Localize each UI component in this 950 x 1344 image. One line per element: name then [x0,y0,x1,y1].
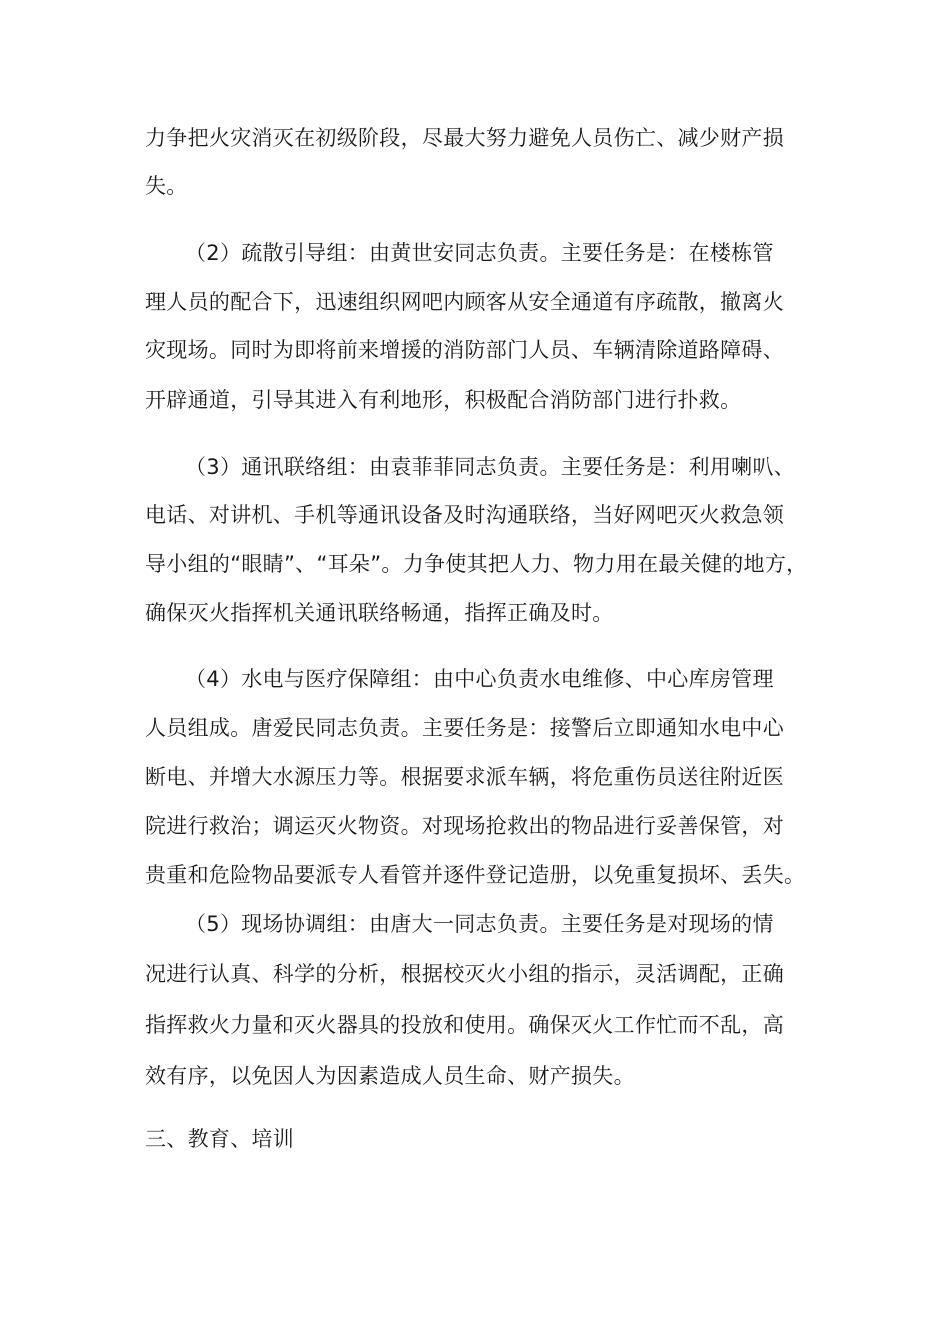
paragraph-line: 电话、对讲机、手机等通讯设备及时沟通联络，当好网吧灭火救急领 [145,503,784,527]
paragraph-line: 导小组的“眼睛”、“耳朵”。力争使其把人力、物力用在最关健的地方， [145,552,808,576]
paragraph-line: 开辟通道，引导其进入有利地形，积极配合消防部门进行扑救。 [145,388,742,412]
paragraph-line: 灾现场。同时为即将前来增援的消防部门人员、车辆清除道路障碍、 [145,338,784,362]
paragraph-line: 力争把火灾消灭在初级阶段，尽最大努力避免人员伤亡、减少财产损 [145,126,784,150]
paragraph-line: （5）现场协调组：由唐大一同志负责。主要任务是对现场的情 [185,912,774,936]
paragraph-line: 理人员的配合下，迅速组织网吧内顾客从安全通道有序疏散，撤离火 [145,290,784,314]
paragraph-line: （4）水电与医疗保障组：由中心负责水电维修、中心库房管理 [185,667,774,691]
paragraph-line: 况进行认真、科学的分析，根据校灭火小组的指示，灵活调配，正确 [145,962,784,986]
paragraph-line: （2）疏散引导组：由黄世安同志负责。主要任务是：在楼栋管 [185,241,774,265]
paragraph-line: 失。 [145,174,188,198]
paragraph-line: 指挥救火力量和灭火器具的投放和使用。确保灭火工作忙而不乱，高 [145,1013,784,1037]
paragraph-line: 效有序，以免因人为因素造成人员生命、财产损失。 [145,1064,635,1088]
paragraph-line: 贵重和危险物品要派专人看管并逐件登记造册，以免重复损坏、丢失。 [145,863,806,887]
paragraph-line: 院进行救治；调运灭火物资。对现场抢救出的物品进行妥善保管，对 [145,814,784,838]
paragraph-line: 人员组成。唐爱民同志负责。主要任务是：接警后立即通知水电中心 [145,716,784,740]
paragraph-line: 确保灭火指挥机关通讯联络畅通，指挥正确及时。 [145,601,614,625]
paragraph-line: （3）通讯联络组：由袁菲菲同志负责。主要任务是：利用喇叭、 [185,455,796,479]
section-heading: 三、教育、培训 [145,1127,295,1151]
paragraph-line: 断电、并增大水源压力等。根据要求派车辆，将危重伤员送往附近医 [145,765,784,789]
